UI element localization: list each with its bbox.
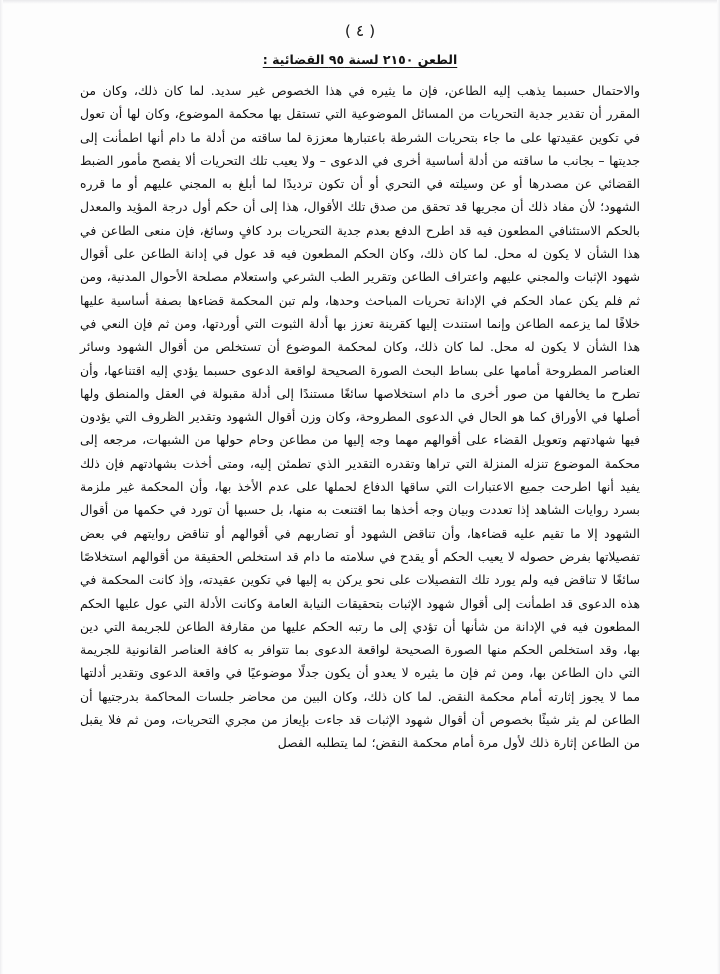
- body-paragraph: والاحتمال حسبما يذهب إليه الطاعن، فإن ما يثيره في هذا الخصوص غير سديد. لما كان ذلك، وكان من المقرر أن تقدير جدية التحريات من المسائل الموضوعية التي تستقل بها محكمة الموضوع، وكان لها أن تعول في تكوين عقيدتها على ما جاء بتحريات الشرطة باعتبارها معززة لما ساقته من أدلة ما دام أنها اطمأنت إلى جديتها – بجانب ما ساقته من أدلة أساسية أخرى في الدعوى – ولا يعيب تلك التحريات ألا يفصح مأمور الضبط القضائي عن مصدرها أو عن وسيلته في التحري أو أن تكون ترديدًا لما أبلغ به المجني عليهم أو ما قرره الشهود؛ لأن مفاد ذلك أن مجريها قد تحقق من صدق تلك الأقوال، هذا إلى أن حكم أول درجة المؤيد والمعدل بالحكم الاستئنافي المطعون فيه قد اطرح الدفع بعدم جدية التحريات برد كافٍ وسائغ، فإن منعى الطاعن في هذا الشأن لا يكون له محل. لما كان ذلك، وكان الحكم المطعون فيه قد عول في إدانة الطاعن على أقوال شهود الإثبات والمجني عليهم واعتراف الطاعن وتقرير الطب الشرعي واستعلام مصلحة الأحوال المدنية، ومن ثم فلم يكن عماد الحكم في الإدانة تحريات المباحث وحدها، ولم تبن المحكمة قضاءها بصفة أساسية عليها خلافًا لما يزعمه الطاعن وإنما استندت إليها كقرينة تعزز بها أدلة الثبوت التي أوردتها، ومن ثم فإن النعي في هذا الشأن لا يكون له محل. لما كان ذلك، وكان لمحكمة الموضوع أن تستخلص من أقوال الشهود وسائر العناصر المطروحة أمامها على بساط البحث الصورة الصحيحة لواقعة الدعوى حسبما يؤدي إليه اقتناعها، وأن تطرح ما يخالفها من صور أخرى ما دام استخلاصها سائغًا مستندًا إلى أدلة مقبولة في العقل والمنطق ولها أصلها في الأوراق كما هو الحال في الدعوى المطروحة، وكان وزن أقوال الشهود وتقدير الظروف التي يؤدون فيها شهادتهم وتعويل القضاء على أقوالهم مهما وجه إليها من مطاعن وحام حولها من الشبهات، مرجعه إلى محكمة الموضوع تنزله المنزلة التي تراها وتقدره التقدير الذي تطمئن إليه، ومتى أخذت بشهادتهم فإن ذلك يفيد أنها اطرحت جميع الاعتبارات التي ساقها الدفاع لحملها على عدم الأخذ بها، وأن المحكمة غير ملزمة بسرد روايات الشاهد إذا تعددت وبيان وجه أخذها بما اقتنعت به منها، بل حسبها أن تورد في حكمها من أقوال الشهود إلا ما تقيم عليه قضاءها، وأن تناقض الشهود أو تضاربهم في أقوالهم أو تناقض روايتهم في بعض تفصيلاتها بفرض حصوله لا يعيب الحكم أو يقدح في سلامته ما دام قد استخلص الحقيقة من أقوالهم استخلاصًا سائغًا لا تناقض فيه ولم يورد تلك التفصيلات على نحو يركن به إليها في تكوين عقيدته، وإذ كانت المحكمة في هذه الدعوى قد اطمأنت إلى أقوال شهود الإثبات بتحقيقات النيابة العامة وكانت الأدلة التي عول عليها الحكم المطعون فيه في الإدانة من شأنها أن تؤدي إلى ما رتبه الحكم عليها من مقارفة الطاعن للجريمة التي دين بها، وقد استخلص الحكم منها الصورة الصحيحة لواقعة الدعوى بما تتوافر به كافة العناصر القانونية للجريمة التي دان الطاعن بها، ومن ثم فإن ما يثيره لا يعدو أن يكون جدلًا موضوعيًا في واقعة الدعوى وتقدير أدلتها مما لا يجوز إثارته أمام محكمة النقض. لما كان ذلك، وكان البين من محاضر جلسات المحاكمة بدرجتيها أن الطاعن لم يثر شيئًا بخصوص أن أقوال شهود الإثبات قد جاءت بإيعاز من مجري التحريات، ومن ثم فلا يقبل من الطاعن إثارة ذلك لأول مرة أمام محكمة النقض؛ لما يتطلبه الفصل: [80, 83, 640, 751]
- page-number: ( ٤ ): [344, 22, 376, 40]
- appeal-case-heading: الطعن ٢١٥٠ لسنة ٩٥ القضائية :: [262, 52, 458, 67]
- page-bottom-margin: [0, 755, 720, 795]
- heading-row: [0, 49, 720, 68]
- document-body: [0, 79, 720, 755]
